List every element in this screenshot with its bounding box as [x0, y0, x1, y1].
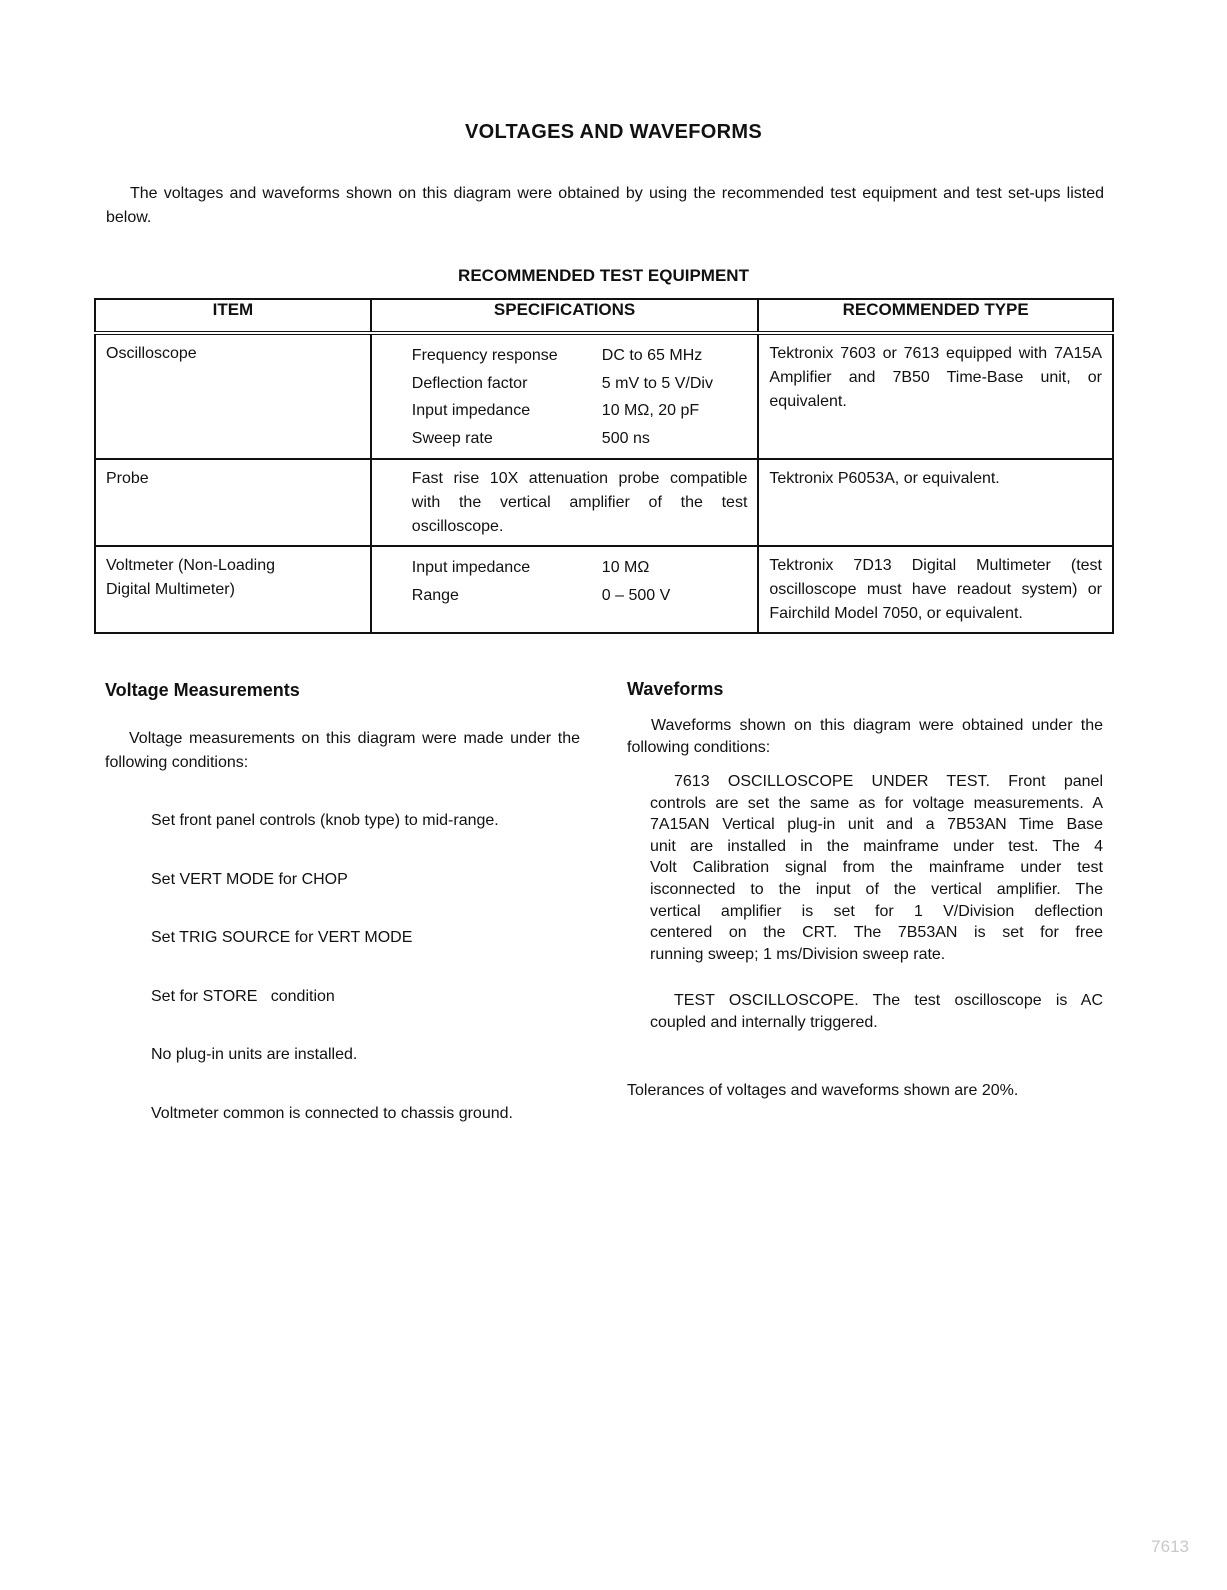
table-row — [95, 459, 1113, 546]
condition-item: No plug-in units are installed. — [151, 1046, 358, 1063]
spec-line — [412, 582, 748, 610]
spec-name: Frequency response — [411, 347, 558, 364]
header-specifications: SPECIFICATIONS — [371, 299, 759, 333]
spec-value: 10 MΩ, 20 pF — [601, 402, 700, 419]
spec-line — [412, 370, 748, 398]
item-name: Oscilloscope — [106, 345, 197, 362]
spec-name: Sweep rate — [411, 429, 493, 447]
recommended-type: Tektronix 7D13 Digital Multimeter (test oscilloscope must have readout system) or Fairchild Model 7050, or equivalent. — [769, 557, 1102, 622]
recommended-type: Tektronix 7603 or 7613 equipped with 7A15A Amplifier and 7B50 Time-Base unit, or equivalent. — [769, 345, 1102, 410]
test-equipment-table — [94, 298, 1114, 634]
spec-line — [412, 342, 748, 370]
condition-item: Set TRIG SOURCE for VERT MODE — [151, 929, 413, 946]
page-title: VOLTAGES AND WAVEFORMS — [465, 121, 762, 143]
voltage-intro: Voltage measurements on this diagram were made under the following conditions: — [105, 730, 580, 771]
item-name-line: Digital Multimeter) — [106, 581, 235, 598]
spec-value: 5 mV to 5 V/Div — [601, 374, 713, 392]
paragraph-line: unit are installed in the mainframe under test. The 4 — [650, 837, 1103, 855]
waveforms-intro: Waveforms shown on this diagram were obtained under the following conditions: — [627, 717, 1103, 756]
test-oscilloscope-paragraph: TEST OSCILLOSCOPE. The test oscilloscope is AC coupled and internally triggered. — [650, 992, 1103, 1031]
paragraph-line: vertical amplifier is set for 1 V/Division deflection — [650, 902, 1103, 920]
spec-name: Deflection factor — [411, 374, 528, 392]
paragraph-line: running sweep; 1 ms/Division sweep rate. — [650, 945, 946, 963]
paragraph-line: centered on the CRT. The 7B53AN is set for free — [650, 924, 1103, 942]
spec-value: 10 MΩ — [601, 559, 650, 576]
paragraph-line: 7613 OSCILLOSCOPE UNDER TEST. Front panel — [674, 773, 1103, 790]
type-cell — [758, 333, 1113, 459]
table-title: RECOMMENDED TEST EQUIPMENT — [458, 266, 749, 285]
condition-item: Set for STORE condition — [151, 988, 335, 1005]
spec-line — [412, 554, 748, 582]
item-cell — [95, 333, 371, 459]
intro-paragraph: The voltages and waveforms shown on this diagram were obtained by using the recommended test equipment and test set-ups listed below. — [106, 185, 1104, 226]
recommended-type: Tektronix P6053A, or equivalent. — [769, 470, 1000, 487]
paragraph-line: 7A15AN Vertical plug-in unit and a 7B53AN Time Base — [650, 816, 1103, 834]
item-name-line: Voltmeter (Non-Loading — [106, 557, 275, 574]
under-test-paragraph — [650, 771, 1103, 965]
spec-text: Fast rise 10X attenuation probe compatible with the vertical amplifier of the test oscilloscope. — [411, 470, 748, 535]
condition-item: Set front panel controls (knob type) to mid-range. — [151, 812, 499, 829]
waveforms-heading: Waveforms — [627, 679, 724, 699]
header-recommended-type: RECOMMENDED TYPE — [758, 299, 1113, 333]
table-row — [95, 546, 1113, 633]
spec-value: 500 ns — [601, 429, 650, 447]
item-cell — [95, 459, 371, 546]
table-header-row — [95, 299, 1113, 333]
paragraph-line: controls are set the same as for voltage measurements. A — [650, 794, 1103, 812]
spec-cell — [371, 546, 759, 633]
table-row — [95, 333, 1113, 459]
spec-cell — [371, 459, 759, 546]
paragraph-line: Volt Calibration signal from the mainframe under test — [650, 859, 1103, 877]
type-cell — [758, 546, 1113, 633]
spec-name: Range — [411, 586, 459, 604]
spec-list — [382, 342, 748, 452]
type-cell — [758, 459, 1113, 546]
item-cell — [95, 546, 371, 633]
page-number: 7613 — [1151, 1537, 1189, 1556]
spec-cell — [371, 333, 759, 459]
spec-line — [412, 425, 748, 453]
spec-name: Input impedance — [411, 559, 531, 576]
spec-list — [382, 554, 748, 609]
spec-value: 0 – 500 V — [601, 586, 671, 604]
voltage-measurements-heading: Voltage Measurements — [105, 680, 300, 700]
condition-item: Set VERT MODE for CHOP — [151, 871, 348, 888]
spec-value: DC to 65 MHz — [601, 347, 703, 364]
spec-name: Input impedance — [411, 402, 531, 419]
spec-line — [412, 397, 748, 425]
header-item: ITEM — [95, 299, 371, 333]
item-name: Probe — [106, 470, 149, 487]
condition-item: Voltmeter common is connected to chassis ground. — [151, 1105, 513, 1122]
paragraph-line: isconnected to the input of the vertical amplifier. The — [650, 880, 1103, 898]
tolerance-note: Tolerances of voltages and waveforms shown are 20%. — [627, 1082, 1019, 1099]
